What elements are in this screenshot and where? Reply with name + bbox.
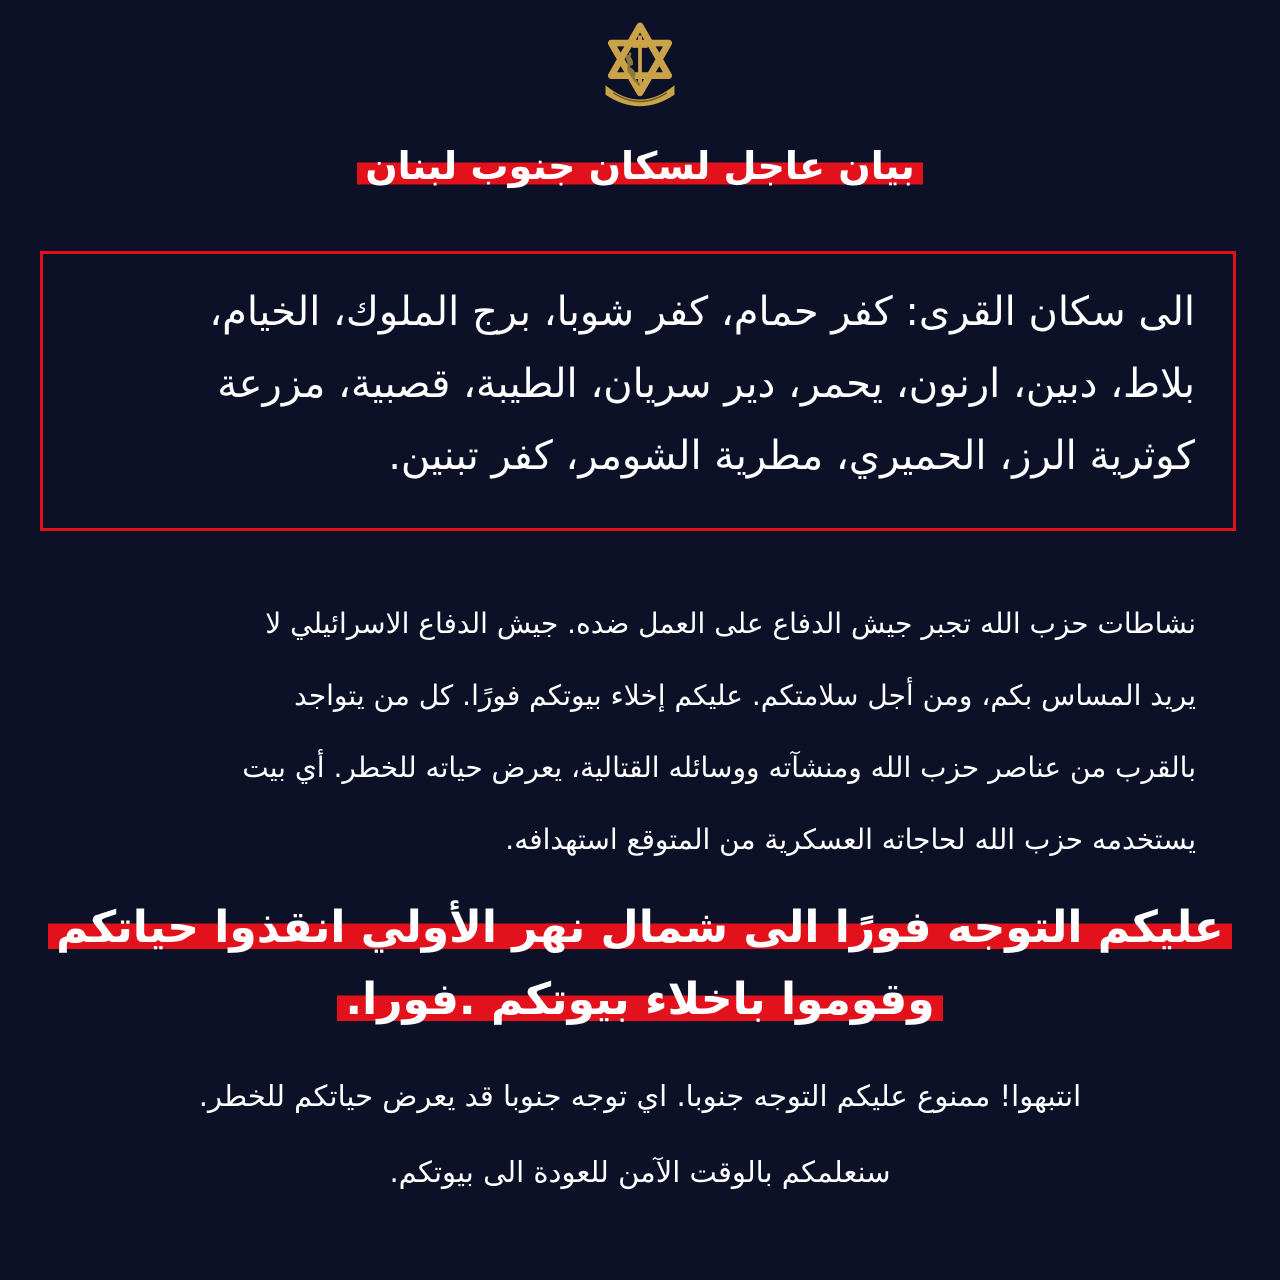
warning-text xyxy=(60,1058,1220,1210)
title-container xyxy=(0,138,1280,194)
villages-line: بلاط، دبين، ارنون، يحمر، دير سريان، الطيبة، قصبية، مزرعة xyxy=(217,361,1195,407)
warning-line: سنعلمكم بالوقت الآمن للعودة الى بيوتكم. xyxy=(389,1155,891,1189)
body-paragraph xyxy=(84,588,1196,876)
urgent-line: وقوموا باخلاء بيوتكم .فورا. xyxy=(337,974,942,1025)
page-title: بيان عاجل لسكان جنوب لبنان xyxy=(357,144,923,188)
paragraph-line: بالقرب من عناصر حزب الله ومنشآته ووسائله القتالية، يعرض حياته للخطر. أي بيت xyxy=(242,751,1196,784)
villages-line: الى سكان القرى: كفر حمام، كفر شوبا، برج الملوك، الخيام، xyxy=(209,289,1195,335)
villages-box xyxy=(40,251,1236,531)
urgent-line: عليكم التوجه فورًا الى شمال نهر الأولي انقذوا حياتكم xyxy=(48,902,1232,953)
urgent-instruction xyxy=(30,892,1250,1036)
villages-line: كوثرية الرز، الحميري، مطرية الشومر، كفر تبنين. xyxy=(388,433,1195,479)
paragraph-line: نشاطات حزب الله تجبر جيش الدفاع على العمل ضده. جيش الدفاع الاسرائيلي لا xyxy=(265,607,1196,640)
emblem-graphic xyxy=(592,22,688,112)
idf-emblem-icon xyxy=(0,22,1280,112)
paragraph-line: يستخدمه حزب الله لحاجاته العسكرية من المتوقع استهدافه. xyxy=(505,823,1196,856)
warning-line: انتبهوا! ممنوع عليكم التوجه جنوبا. اي توجه جنوبا قد يعرض حياتكم للخطر. xyxy=(198,1079,1082,1113)
paragraph-line: يريد المساس بكم، ومن أجل سلامتكم. عليكم إخلاء بيوتكم فورًا. كل من يتواجد xyxy=(294,679,1196,712)
